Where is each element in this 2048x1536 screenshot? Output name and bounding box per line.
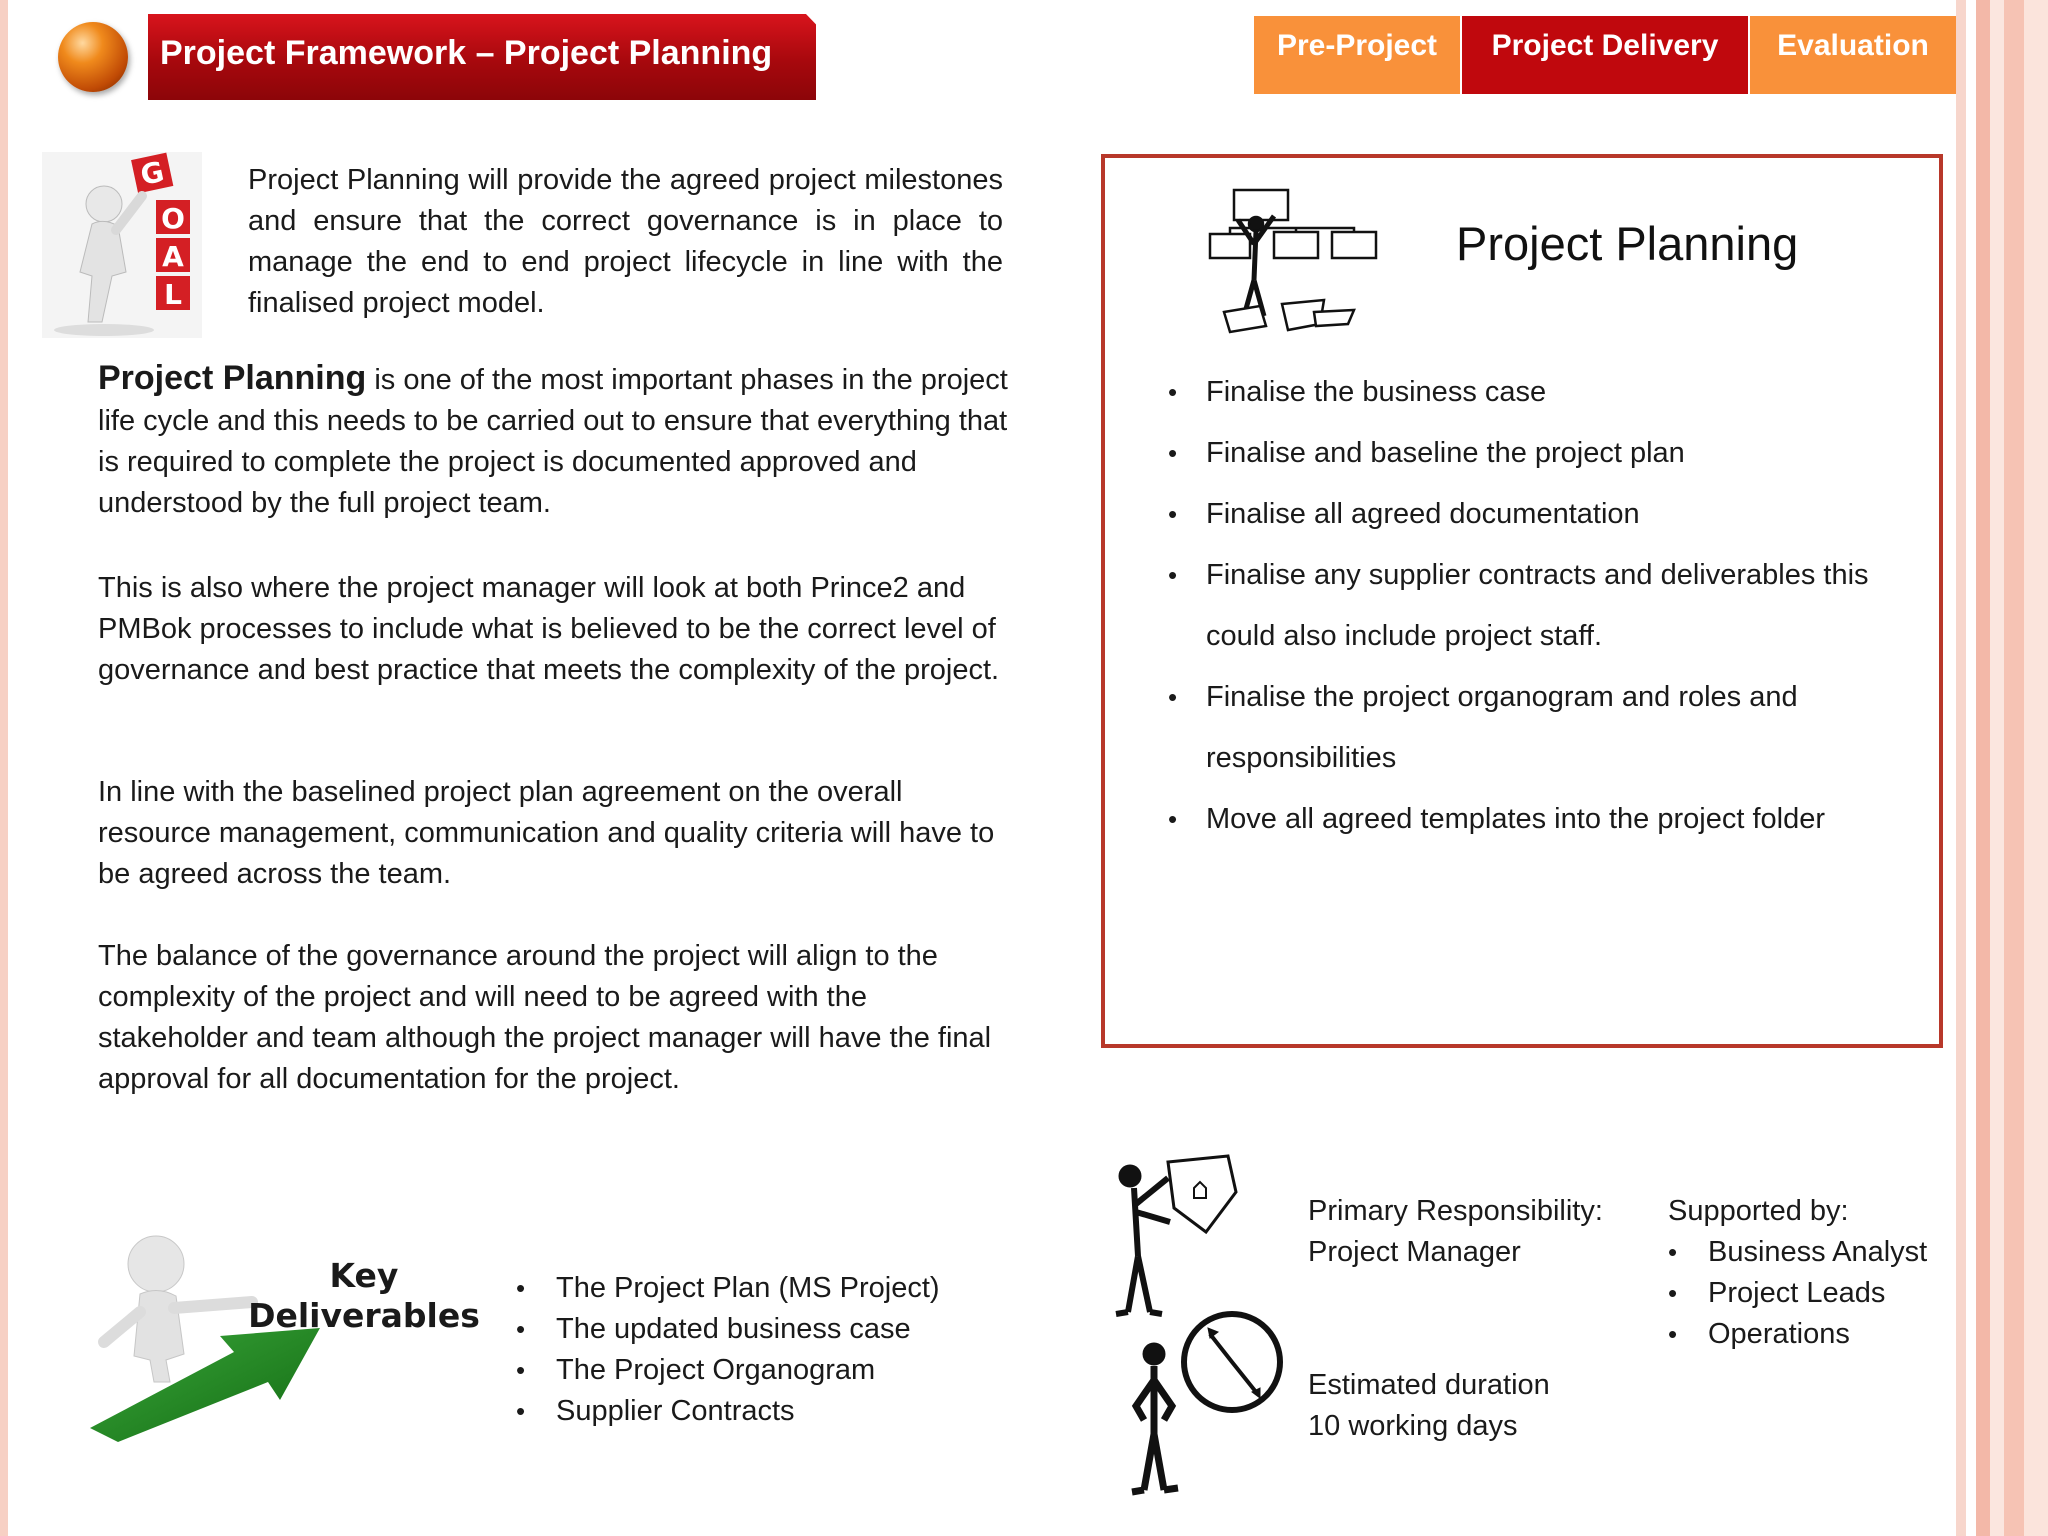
left-edge-decoration [0,0,8,1536]
primary-responsibility [1308,1191,1603,1273]
list-item: • Finalise any supplier contracts and deliverables this could also include project staff. [1168,545,1928,667]
list-item: • Move all agreed templates into the project folder [1168,789,1928,850]
key-deliverables-label-line1: Key [329,1256,399,1295]
page-title: Project Framework – Project Planning [160,34,773,72]
list-item: • Finalise the business case [1168,362,1928,423]
orange-sphere-icon [58,22,128,92]
supported-by-label: Supported by: [1668,1195,1849,1227]
right-edge-decoration [2004,0,2024,1536]
tab-evaluation[interactable]: Evaluation [1750,16,1956,94]
primary-responsibility-label: Primary Responsibility: [1308,1195,1603,1227]
tab-project-delivery[interactable]: Project Delivery [1462,16,1748,94]
supported-by-list [1668,1232,1927,1355]
right-edge-decoration [2024,0,2048,1536]
goal-blocks-figure-icon [42,152,202,338]
list-item: • Supplier Contracts [516,1391,940,1432]
svg-text:A: A [162,240,184,273]
intro-paragraph: Project Planning will provide the agreed project milestones and ensure that the correct governance is in place to manage the end to end project lifecycle in line with the finalised project model. [248,164,1003,319]
primary-responsibility-value: Project Manager [1308,1236,1521,1268]
stick-figure-clock-icon [1124,1310,1288,1500]
list-item: • Operations [1668,1314,1927,1355]
estimated-duration-value: 10 working days [1308,1410,1518,1442]
planning-box-title: Project Planning [1456,217,1799,270]
body-paragraph-3: In line with the baselined project plan agreement on the overall resource management, communication and quality criteria will have to be agreed across the team. [98,776,995,890]
body-paragraph-2: This is also where the project manager will look at both Prince2 and PMBok processes to include what is believed to be the correct level of governance and best practice that meets the complexity of the project. [98,572,1000,686]
deliverables-list [516,1268,940,1432]
list-item: • Finalise all agreed documentation [1168,484,1928,545]
list-item: • The Project Organogram [516,1350,940,1391]
body-paragraph-4: The balance of the governance around the project will align to the complexity of the project and will need to be agreed with the stakeholder and team although the project manager will have the final approval for all documentation for the project. [98,940,992,1095]
right-edge-decoration [1990,0,2004,1536]
list-item: • Project Leads [1668,1273,1927,1314]
svg-text:L: L [164,278,182,311]
emphasis-project-planning: Project Planning [98,359,367,397]
estimated-duration [1308,1365,1550,1447]
list-item: • Finalise and baseline the project plan [1168,423,1928,484]
svg-text:G: G [137,154,167,192]
stick-figure-sign-icon [1110,1152,1240,1322]
body-paragraph-1 [98,358,1018,524]
right-edge-decoration [1966,0,1976,1536]
list-item: • The Project Plan (MS Project) [516,1268,940,1309]
list-item: • Finalise the project organogram and roles and responsibilities [1168,667,1928,789]
body-paragraph-1-text: is one of the most important phases in the project life cycle and this needs to be carried out to ensure that everything that is required to complete the project is documented approved and understood by the full project team. [98,364,1008,519]
list-item: • Business Analyst [1668,1232,1927,1273]
planning-task-list [1168,362,1928,850]
list-item: • The updated business case [516,1309,940,1350]
estimated-duration-label: Estimated duration [1308,1369,1550,1401]
key-deliverables-label-line2: Deliverables [248,1296,480,1335]
svg-text:O: O [161,202,185,235]
right-edge-decoration [1956,0,1966,1536]
tab-pre-project[interactable]: Pre-Project [1254,16,1460,94]
right-edge-decoration [1976,0,1990,1536]
stick-figure-flowchart-icon [1204,184,1388,336]
key-deliverables-label [246,1256,482,1336]
